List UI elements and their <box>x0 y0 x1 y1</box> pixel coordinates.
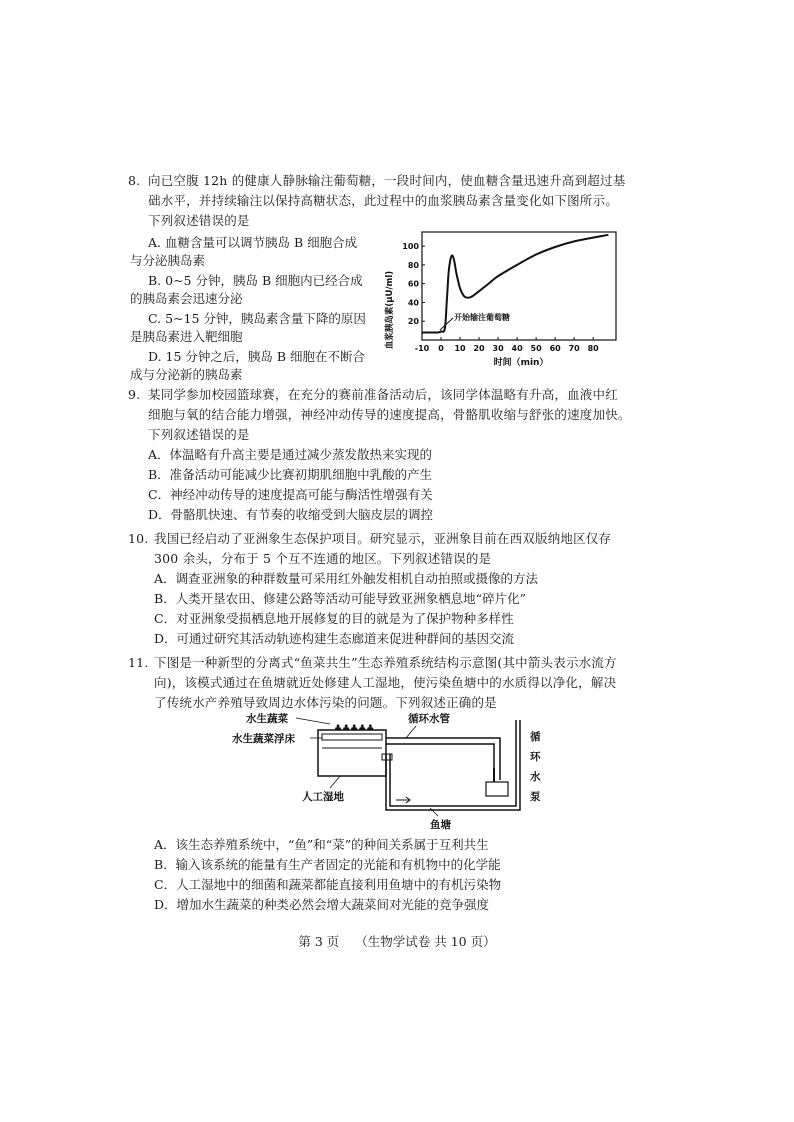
y-tick-label: 40 <box>407 298 419 308</box>
x-tick-label: 70 <box>568 344 580 353</box>
q9-number: 9. <box>128 387 141 402</box>
q8-option-c-line2: 是胰岛素进入靶细胞 <box>130 329 243 344</box>
page-footer <box>0 932 794 950</box>
footer-page-number: 第 3 页 <box>298 934 340 949</box>
q10-number: 10. <box>128 531 149 546</box>
x-tick-label: 30 <box>492 344 504 353</box>
q11-option-a: A．该生态养殖系统中，“鱼”和“菜”的种间关系属于互利共生 <box>154 837 489 852</box>
q9-option-a: A．体温略有升高主要是通过减少蒸发散热来实现的 <box>148 447 433 462</box>
q8-option-d-line2: 成与分泌新的胰岛素 <box>130 367 243 382</box>
y-tick-label: 80 <box>407 260 419 270</box>
q9-stem-line-2: 细胞与氧的结合能力增强，神经冲动传导的速度提高，骨骼肌收缩与舒张的速度加快。 <box>148 407 631 422</box>
q11-stem-line-3: 了传统水产养殖导致周边水体污染的问题。下列叙述正确的是 <box>154 695 497 710</box>
flow-arrow <box>396 797 410 803</box>
q10-option-a: A．调查亚洲象的种群数量可采用红外触发相机自动拍照或摄像的方法 <box>154 571 539 586</box>
x-tick-label: 10 <box>454 344 466 353</box>
q8-number: 8. <box>128 173 141 188</box>
q8-stem-line-3: 下列叙述错误的是 <box>148 213 250 228</box>
chart-y-axis-label: 血浆胰岛素(μU/ml) <box>385 270 395 350</box>
y-tick-label: 20 <box>407 317 419 327</box>
q10-stem-line-1: 我国已经启动了亚洲象生态保护项目。研究显示，亚洲象目前在西双版纳地区仅存 <box>154 531 612 546</box>
label-circulation-pipe: 循环水管 <box>408 713 450 725</box>
q11-number: 11. <box>128 655 149 670</box>
leader-pipe <box>406 726 416 738</box>
q8-stem-line-2: 础水平，并持续输注以保持高糖状态，此过程中的血浆胰岛素含量变化如下图所示。 <box>148 193 618 208</box>
leader-wetland <box>330 776 340 788</box>
q8-option-b-line1: B. 0~5 分钟，胰岛 B 细胞内已经合成 <box>148 273 363 288</box>
q11-option-b: B．输入该系统的能量有生产者固定的光能和有机物中的化学能 <box>154 857 501 872</box>
q9-stem-line-1: 某同学参加校园篮球赛，在充分的赛前准备活动后，该同学体温略有升高，血液中红 <box>148 387 618 402</box>
q11-stem-line-1: 下图是一种新型的分离式“鱼菜共生”生态养殖系统结构示意图(其中箭头表示水流方 <box>154 655 617 670</box>
q8-stem-line-1: 向已空腹 12h 的健康人静脉输注葡萄糖，一段时间内，使血糖含量迅速升高到超过基 <box>148 173 626 188</box>
q10-option-d: D．可通过研究其活动轨迹构建生态廊道来促进种群间的基因交流 <box>154 631 515 646</box>
x-tick-label: 60 <box>549 344 561 353</box>
x-tick-label: 80 <box>587 344 599 353</box>
label-aquatic-vegetable: 水生蔬菜 <box>246 713 288 725</box>
label-pump-char-1: 循 <box>530 731 541 743</box>
q9-option-c: C．神经冲动传导的速度提高可能与酶活性增强有关 <box>148 487 433 502</box>
label-pump-char-2: 环 <box>530 751 541 763</box>
floating-bed <box>322 734 382 740</box>
insulin-chart <box>378 222 628 372</box>
aquaponics-diagram <box>230 710 550 832</box>
label-wetland: 人工湿地 <box>302 791 344 803</box>
q9-option-d: D．骨骼肌快速、有节奏的收缩受到大脑皮层的调控 <box>148 507 434 522</box>
q10-option-c: C．对亚洲象受损栖息地开展修复的目的就是为了保护物种多样性 <box>154 611 514 626</box>
y-tick-label: 60 <box>407 279 419 289</box>
label-floating-bed: 水生蔬菜浮床 <box>232 733 295 745</box>
chart-annotation: 开始输注葡萄糖 <box>454 313 510 322</box>
q8-option-c-line1: C. 5~15 分钟，胰岛素含量下降的原因 <box>148 311 366 326</box>
pump-box <box>486 782 508 796</box>
circulation-pipe <box>386 738 500 780</box>
q11-option-c: C．人工湿地中的细菌和蔬菜都能直接利用鱼塘中的有机污染物 <box>154 877 502 892</box>
label-pump-char-3: 水 <box>530 771 541 783</box>
q8-option-a-line1: A. 血糖含量可以调节胰岛 B 细胞合成 <box>148 235 358 250</box>
x-tick-label: 50 <box>530 344 542 353</box>
label-fish-pond: 鱼塘 <box>430 819 451 831</box>
x-tick-label: -10 <box>414 344 430 353</box>
q8-option-a-line2: 与分泌胰岛素 <box>130 253 206 268</box>
q11-option-d: D．增加水生蔬菜的种类必然会增大蔬菜间对光能的竞争强度 <box>154 897 490 912</box>
q10-option-b: B．人类开垦农田、修建公路等活动可能导致亚洲象栖息地“碎片化” <box>154 591 526 606</box>
leader-pond <box>430 808 438 816</box>
q8-option-b-line2: 的胰岛素会迅速分泌 <box>130 291 243 306</box>
x-tick-label: 40 <box>511 344 523 353</box>
insulin-series-line <box>422 235 608 333</box>
chart-frame <box>422 232 616 340</box>
wetland-tank <box>318 730 386 776</box>
q8-option-d-line1: D. 15 分钟之后，胰岛 B 细胞在不断合 <box>148 349 366 364</box>
q9-stem-line-3: 下列叙述错误的是 <box>148 427 250 442</box>
footer-exam-info: （生物学试卷 共 10 页） <box>355 934 496 949</box>
vegetable-marks: ♣♣♣♣♣ <box>334 724 375 734</box>
leader-veg <box>296 718 330 724</box>
q11-stem-line-2: 向)，该模式通过在鱼塘就近处修建人工湿地，使污染鱼塘中的水质得以净化，解决 <box>154 675 617 690</box>
x-tick-label: 0 <box>438 344 444 353</box>
label-pump-char-4: 泵 <box>530 791 541 803</box>
chart-x-axis-label: 时间（min） <box>493 358 549 368</box>
x-tick-label: 20 <box>473 344 485 353</box>
y-tick-label: 100 <box>402 242 419 252</box>
q10-stem-line-2: 300 余头，分布于 5 个互不连通的地区。下列叙述错误的是 <box>154 551 492 566</box>
q9-option-b: B．准备活动可能减少比赛初期肌细胞中乳酸的产生 <box>148 467 433 482</box>
